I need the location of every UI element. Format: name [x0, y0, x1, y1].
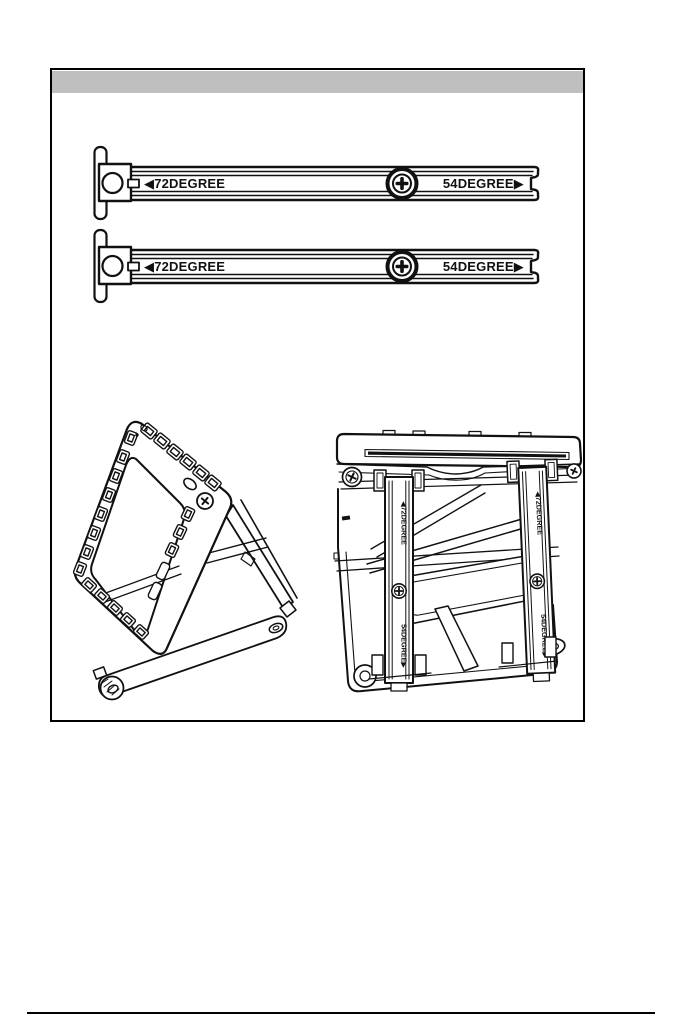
slider-tab — [128, 180, 139, 188]
pin-dot — [135, 433, 138, 436]
footer-rule — [27, 1012, 655, 1014]
pivot-hole — [103, 173, 123, 193]
rail-right-label: 54DEGREE▶ — [442, 176, 524, 191]
diagonal-strut — [435, 606, 478, 671]
slide-rail-diagram-2 — [88, 226, 548, 306]
panel-header-bar — [52, 71, 583, 93]
stand-front-view — [57, 402, 323, 712]
phillips-screw-icon — [388, 169, 417, 198]
slide-rail-diagram-1 — [88, 143, 548, 223]
stand-rear-view: 54DEGREE▶ — [331, 427, 585, 715]
rail-left-label: ◀72DEGREE — [144, 176, 226, 191]
side-slot-mark — [342, 515, 350, 520]
phillips-screw-icon — [339, 464, 364, 489]
